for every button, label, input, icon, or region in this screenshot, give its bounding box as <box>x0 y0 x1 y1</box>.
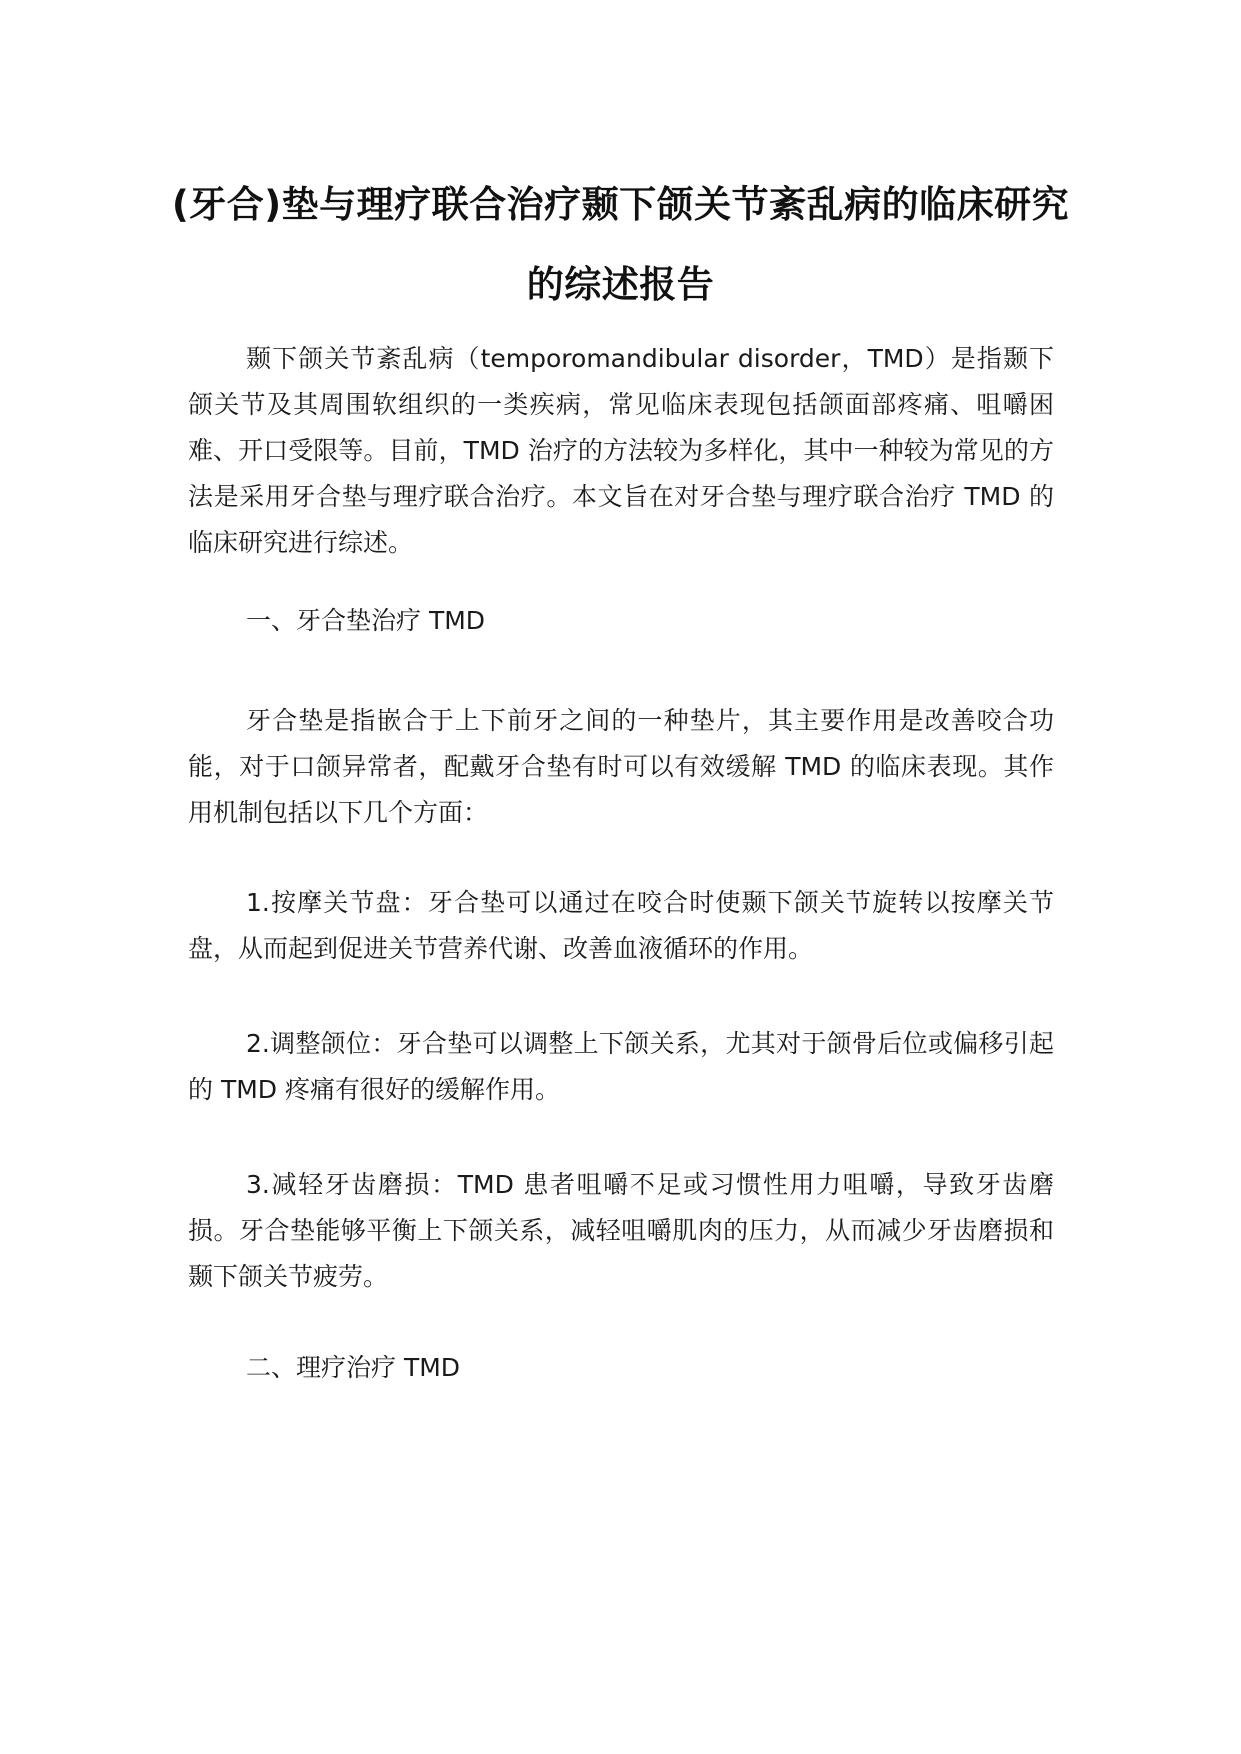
section-heading-1: 一、牙合垫治疗 TMD <box>246 606 486 635</box>
point-1-paragraph: 1.按摩关节盘：牙合垫可以通过在咬合时使颞下颌关节旋转以按摩关节盘，从而起到促进关节营养代谢、改善血液循环的作用。 <box>188 888 1054 963</box>
section1-paragraph: 牙合垫是指嵌合于上下前牙之间的一种垫片，其主要作用是改善咬合功能，对于口颌异常者，配戴牙合垫有时可以有效缓解 TMD 的临床表现。其作用机制包括以下几个方面： <box>188 706 1054 827</box>
document-title: (牙合)垫与理疗联合治疗颞下颌关节紊乱病的临床研究的综述报告 <box>171 183 1070 306</box>
point-2-paragraph: 2.调整颌位：牙合垫可以调整上下颌关系，尤其对于颌骨后位或偏移引起的 TMD 疼痛有很好的缓解作用。 <box>188 1029 1054 1104</box>
point-3-paragraph: 3.减轻牙齿磨损：TMD 患者咀嚼不足或习惯性用力咀嚼，导致牙齿磨损。牙合垫能够平衡上下颌关系，减轻咀嚼肌肉的压力，从而减少牙齿磨损和颞下颌关节疲劳。 <box>188 1170 1054 1291</box>
section-heading-2: 二、理疗治疗 TMD <box>246 1353 461 1382</box>
intro-paragraph: 颞下颌关节紊乱病（temporomandibular disorder，TMD）是指颞下颌关节及其周围软组织的一类疾病，常见临床表现包括颌面部疼痛、咀嚼困难、开口受限等。目前，TMD 治疗的方法较为多样化，其中一种较为常见的方法是采用牙合垫与理疗联合治疗。本文旨在对牙合垫与理疗联合治疗 TMD 的临床研究进行综述。 <box>188 344 1054 557</box>
